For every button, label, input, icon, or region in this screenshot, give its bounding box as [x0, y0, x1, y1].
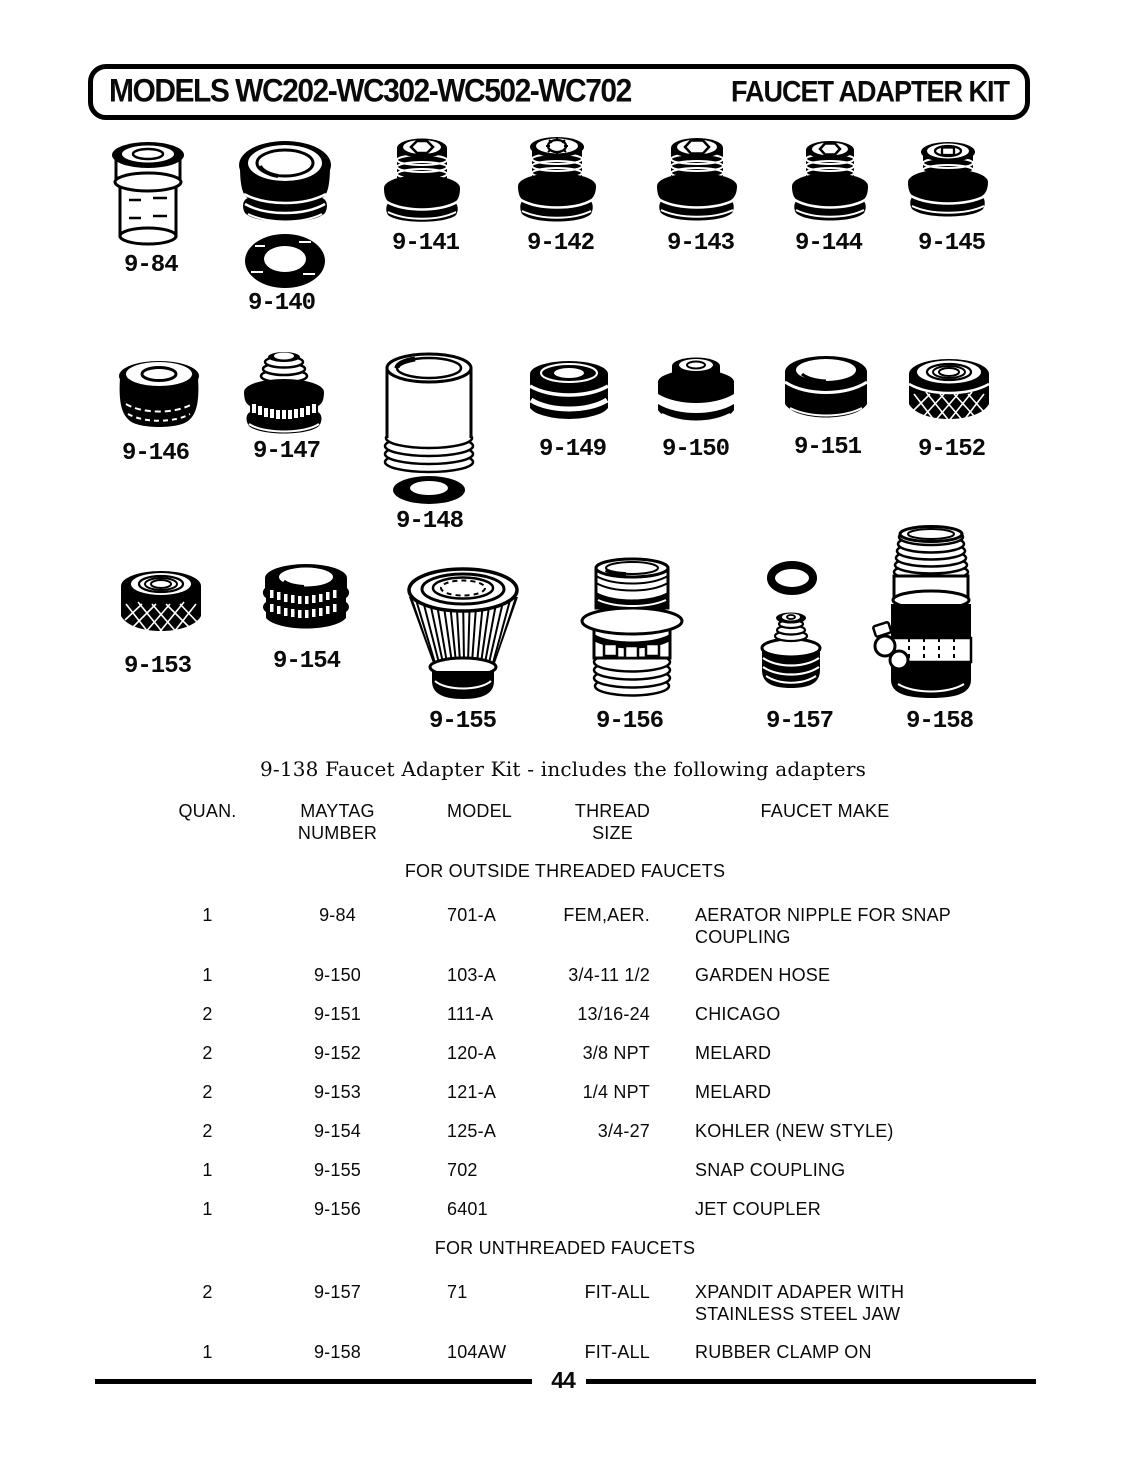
- part-9-154-illustration: [262, 560, 350, 640]
- part-9-149-illustration: [526, 358, 612, 430]
- part-9-157-washer-illustration: [766, 560, 818, 596]
- page-title: FAUCET ADAPTER KIT: [731, 75, 1009, 108]
- page-number: 44: [551, 1367, 575, 1393]
- part-label: 9-140: [248, 290, 316, 317]
- part-label: 9-153: [124, 653, 192, 680]
- part-9-140-washer-illustration: [243, 232, 327, 290]
- part-9-150-illustration: [652, 352, 740, 434]
- part-label: 9-142: [527, 230, 595, 257]
- footer-rule-right: [586, 1379, 1036, 1384]
- part-label: 9-143: [667, 230, 735, 257]
- col-header-quan: QUAN.: [178, 801, 237, 821]
- part-label: 9-145: [918, 230, 986, 257]
- part-9-146-illustration: [116, 352, 202, 434]
- section-title-unthreaded: FOR UNTHREADED FAUCETS: [434, 1238, 696, 1258]
- part-label: 9-154: [273, 648, 341, 675]
- header-box: [88, 64, 1030, 120]
- part-9-156-illustration: [580, 556, 684, 702]
- part-label: 9-155: [429, 708, 497, 735]
- table-header-row: [160, 800, 970, 844]
- part-label: 9-156: [596, 708, 664, 735]
- part-label: 9-158: [906, 708, 974, 735]
- col-header-faucet-make: FAUCET MAKE: [760, 801, 890, 821]
- part-label: 9-151: [794, 434, 862, 461]
- part-9-148-illustration: [383, 350, 475, 506]
- part-label: 9-152: [918, 436, 986, 463]
- col-header-model: MODEL: [447, 801, 513, 821]
- table-row: 2 9-153 121-A 1/4 NPT MELARD: [202, 1082, 772, 1102]
- part-9-158-illustration: [874, 524, 984, 704]
- part-9-153-illustration: [118, 562, 204, 646]
- section-title-outside-threaded: FOR OUTSIDE THREADED FAUCETS: [404, 861, 726, 881]
- part-label: 9-84: [124, 252, 178, 279]
- part-label: 9-149: [539, 436, 607, 463]
- part-9-155-illustration: [406, 563, 521, 703]
- table-row: 2 9-152 120-A 3/8 NPT MELARD: [202, 1043, 772, 1063]
- part-9-157-illustration: [750, 606, 832, 694]
- part-label: 9-141: [392, 230, 460, 257]
- col-header-maytag-number: MAYTAG NUMBER: [297, 801, 378, 843]
- part-9-143-illustration: [655, 136, 739, 226]
- part-label: 9-150: [662, 436, 730, 463]
- part-label: 9-157: [766, 708, 834, 735]
- part-label: 9-147: [253, 438, 321, 465]
- part-9-147-illustration: [242, 348, 326, 442]
- footer-rule-left: [95, 1379, 532, 1384]
- table-row: 1 9-158 104AW FIT-ALL RUBBER CLAMP ON: [202, 1342, 872, 1362]
- table-row: 1 9-155 702 SNAP COUPLING: [202, 1160, 846, 1180]
- table-row: 2 9-154 125-A 3/4-27 KOHLER (NEW STYLE): [202, 1121, 894, 1141]
- part-9-84-illustration: [103, 138, 193, 250]
- kit-caption: 9-138 Faucet Adapter Kit - includes the following adapters: [259, 757, 867, 781]
- part-9-151-illustration: [782, 350, 870, 432]
- part-9-152-illustration: [906, 350, 992, 434]
- table-row: 1 9-150 103-A 3/4-11 1/2 GARDEN HOSE: [202, 965, 831, 985]
- table-row: 1 9-156 6401 JET COUPLER: [202, 1199, 821, 1219]
- part-9-142-illustration: [515, 134, 599, 228]
- table-row: 1 9-84 701-A FEM,AER. AERATOR NIPPLE FOR SNAP COUPLING: [202, 905, 951, 947]
- table-row: 2 9-157 71 FIT-ALL XPANDIT ADAPER WITH STAINLESS STEEL JAW: [202, 1282, 905, 1324]
- part-9-141-illustration: [382, 136, 462, 228]
- part-9-140-adapter-illustration: [236, 138, 334, 232]
- adapter-table: [160, 800, 970, 1380]
- table-row: 2 9-151 111-A 13/16-24 CHICAGO: [202, 1004, 781, 1024]
- part-9-144-illustration: [790, 138, 870, 226]
- part-label: 9-148: [396, 508, 464, 535]
- col-header-thread-size: THREAD SIZE: [574, 801, 651, 843]
- part-label: 9-144: [795, 230, 863, 257]
- part-label: 9-146: [122, 440, 190, 467]
- models-label: MODELS WC202-WC302-WC502-WC702: [109, 73, 631, 110]
- part-9-145-illustration: [905, 138, 991, 222]
